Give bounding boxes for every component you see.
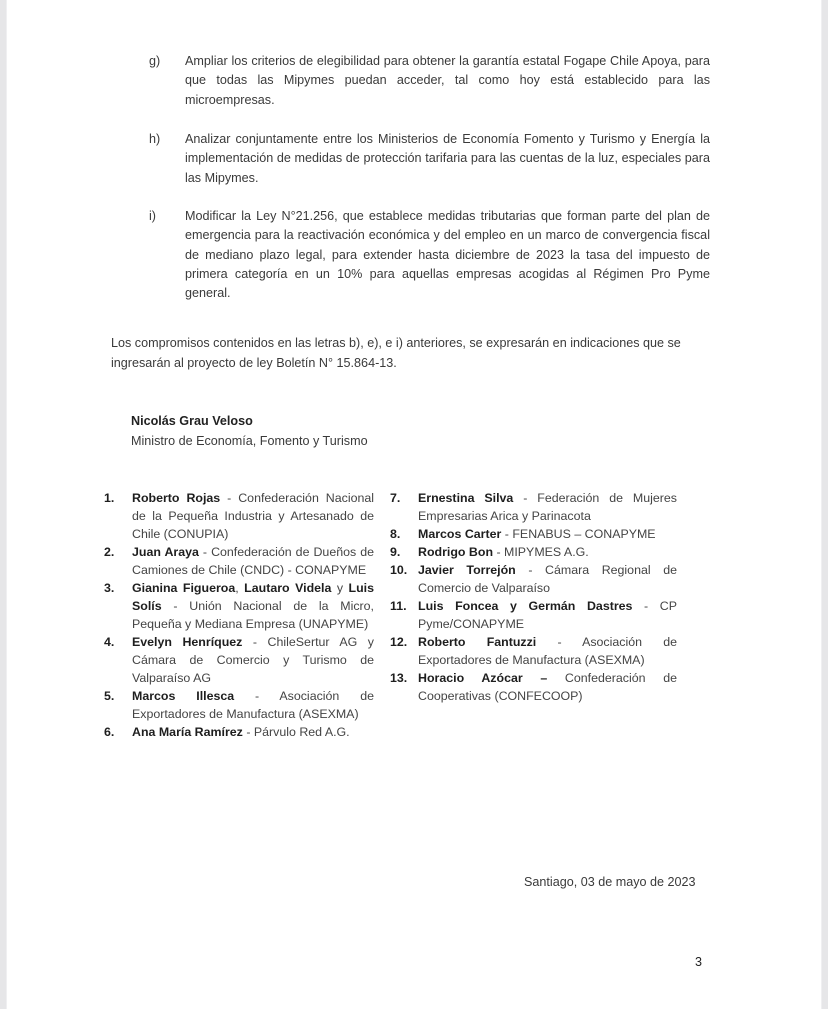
place-date: Santiago, 03 de mayo de 2023 — [524, 875, 696, 889]
signer-number: 3. — [104, 581, 115, 595]
name-separator: y — [331, 581, 349, 595]
signer-organization: - Confederación Nacional de la Pequeña Industria y Artesanado de Chile (CONUPIA) — [132, 491, 374, 541]
commitments-paragraph: Los compromisos contenidos en las letras b), e), e i) anteriores, se expresarán en indicaciones que se ingresarán al proyecto de ley Boletín N° 15.864-13. — [111, 336, 681, 370]
signer-organization: - Asociación de Exportadores de Manufactura (ASEXMA) — [132, 689, 374, 721]
signer-number: 2. — [104, 545, 115, 559]
item-text: Analizar conjuntamente entre los Ministerios de Economía Fomento y Turismo y Energía la implementación de medidas de protección tarifaria para las cuentas de la luz, especiales para las Mipymes. — [185, 132, 710, 185]
signer-organization: - Federación de Mujeres Empresarias Arica y Parinacota — [418, 491, 677, 523]
signer-entry — [104, 489, 374, 543]
signer-organization: - Párvulo Red A.G. — [242, 725, 350, 739]
item-text: Ampliar los criterios de elegibilidad para obtener la garantía estatal Fogape Chile Apoya, para que todas las Mipymes puedan acceder, tal como hoy está establecido para las microempresas. — [185, 54, 710, 107]
page-edge-left — [0, 0, 7, 1009]
signer-entry — [104, 633, 374, 687]
signer-organization: Confederación de Cooperativas (CONFECOOP) — [418, 671, 677, 703]
list-item-g — [149, 52, 710, 110]
signer-number: 13. — [390, 671, 408, 685]
signer-entry — [390, 633, 677, 669]
signer-name: Javier Torrejón — [418, 563, 516, 577]
signer-organization: - Confederación de Dueños de Camiones de Chile (CNDC) - CONAPYME — [132, 545, 374, 577]
signer-number: 11. — [390, 599, 407, 613]
signer-number: 12. — [390, 635, 408, 649]
signer-name: Luis Foncea y Germán Dastres — [418, 599, 633, 613]
signer-entry — [104, 579, 374, 633]
item-letter: h) — [149, 132, 161, 146]
signer-organization: - Asociación de Exportadores de Manufactura (ASEXMA) — [418, 635, 677, 667]
signatory-title: Ministro de Economía, Fomento y Turismo — [131, 434, 368, 448]
page-edge-right — [821, 0, 828, 1009]
item-letter: i) — [149, 209, 156, 223]
signer-name: Luis Solís — [132, 581, 374, 613]
signer-entry — [390, 489, 677, 525]
signer-organization: - MIPYMES A.G. — [493, 545, 589, 559]
list-item-i — [149, 207, 710, 303]
signer-organization: - Unión Nacional de la Micro, Pequeña y Mediana Empresa (UNAPYME) — [132, 599, 374, 631]
signers-list-right — [390, 489, 677, 705]
signer-name: Roberto Rojas — [132, 491, 221, 505]
signer-organization: - FENABUS – CONAPYME — [501, 527, 656, 541]
signer-name: Rodrigo Bon — [418, 545, 494, 559]
signer-number: 4. — [104, 635, 115, 649]
signers-list-left — [104, 489, 374, 741]
signer-entry — [390, 561, 677, 597]
signer-name: Juan Araya — [132, 545, 199, 559]
signer-entry — [390, 543, 677, 561]
item-letter: g) — [149, 54, 161, 68]
list-item-h — [149, 130, 710, 188]
signer-number: 10. — [390, 563, 408, 577]
signer-name: Evelyn Henríquez — [132, 635, 243, 649]
signer-name: Ana María Ramírez — [132, 725, 243, 739]
signer-number: 5. — [104, 689, 115, 703]
signer-name: Marcos Carter — [418, 527, 502, 541]
signatory-name: Nicolás Grau Veloso — [131, 414, 253, 428]
signer-entry — [390, 525, 677, 543]
item-text: Modificar la Ley N°21.256, que establece medidas tributarias que forman parte del plan de emergencia para la reactivación económica y del empleo en un marco de convergencia fiscal de mediano plazo legal, para extender hasta diciembre de 2023 la tasa del impuesto de primera categoría en un 10% para aquellas empresas acogidas al Régimen Pro Pyme general. — [185, 209, 710, 301]
name-separator: , — [235, 581, 245, 595]
signer-organization: - ChileSertur AG y Cámara de Comercio y Turismo de Valparaíso AG — [132, 635, 374, 685]
signer-number: 7. — [390, 491, 401, 505]
page-number: 3 — [695, 955, 703, 969]
signer-name: Horacio Azócar – — [418, 671, 548, 685]
signer-number: 8. — [390, 527, 401, 541]
signer-number: 6. — [104, 725, 115, 739]
signer-name: Marcos Illesca — [132, 689, 235, 703]
signer-number: 9. — [390, 545, 401, 559]
signer-name: Roberto Fantuzzi — [418, 635, 537, 649]
signer-entry — [104, 687, 374, 723]
signer-entry — [104, 723, 374, 741]
signer-entry — [390, 669, 677, 705]
signer-number: 1. — [104, 491, 115, 505]
signer-organization: - CP Pyme/CONAPYME — [418, 599, 677, 631]
signer-name: Ernestina Silva — [418, 491, 514, 505]
signer-entry — [390, 597, 677, 633]
signer-name: Lautaro Videla — [244, 581, 332, 595]
signer-name: Gianina Figueroa — [132, 581, 236, 595]
signatory-block — [131, 411, 368, 451]
signer-organization: - Cámara Regional de Comercio de Valparaíso — [418, 563, 677, 595]
signer-entry — [104, 543, 374, 579]
